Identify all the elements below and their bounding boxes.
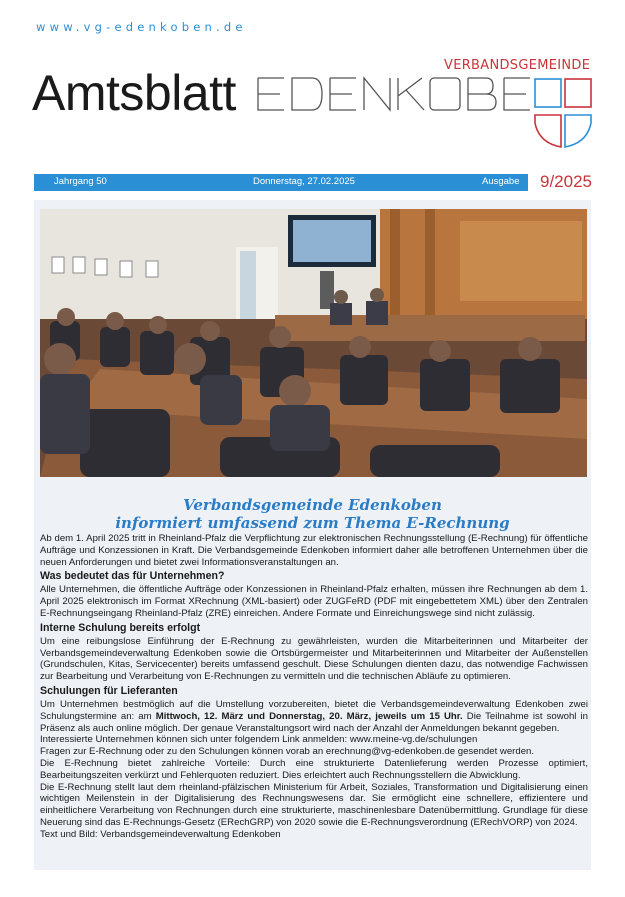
article-body	[40, 533, 588, 841]
section-heading-unternehmen: Was bedeutet das für Unternehmen?	[40, 570, 225, 583]
section-text-interne-schulung: Um eine reibungslose Einführung der E-Rechnung zu gewährleisten, wurden die Mitarbeiterinnen und Mitarbeiter der Verbandsgemeindeverwaltung Edenkoben sowie die Ortsbürgermeister und Mitarbeiterinnen und Mitarbeiter der Außenstellen (Grundschulen, Kitas, Servicecenter) bereits umfassend geschult. Diese Schulungen dienten dazu, das notwendige Fachwissen zur Bearbeitung und Verarbeitung von E-Rechnungen zu vermitteln und die technischen Abläufe zu optimieren.	[40, 635, 588, 683]
edenkoben-wordmark	[256, 74, 536, 114]
schedule-followup-text: Die Teilnahme ist sowohl in Präsenz als auch online möglich. Der genaue Veranstaltungsort wird nach der Anzahl der Anmeldungen bekannt gegeben.	[40, 710, 589, 734]
schedule-intro-text: Um Unternehmen bestmöglich auf die Umstellung vorzubereiten, bietet die Verbandsgemeindeverwaltung Edenkoben zwei Schulungstermine an: am	[40, 698, 588, 722]
masthead-title: Amtsblatt	[32, 65, 236, 121]
training-session-photo	[40, 209, 587, 477]
section-text-lieferanten	[40, 699, 588, 734]
authority-label: VERBANDSGEMEINDE	[444, 58, 591, 73]
article-headline	[40, 496, 585, 532]
issue-number: 9/2025	[540, 172, 592, 191]
article-intro: Ab dem 1. April 2025 tritt in Rheinland-Pfalz die Verpflichtung zur elektronischen Rechnungsstellung (E-Rechnung) für öffentliche Aufträge und Konzessionen in Kraft. Die Verbandsgemeinde Edenkoben informiert daher alle betroffenen Unternehmen über die neuen Anforderungen und bietet zwei Informationsveranstaltungen an.	[40, 533, 588, 568]
section-heading-interne-schulung: Interne Schulung bereits erfolgt	[40, 621, 201, 634]
issue-info-bar	[34, 174, 528, 191]
photo-credit: Text und Bild: Verbandsgemeindeverwaltung Edenkoben	[40, 828, 281, 840]
headline-line-2: informiert umfassend zum Thema E-Rechnung	[115, 514, 510, 532]
crest-icon	[533, 77, 593, 149]
benefits-text: Die E-Rechnung bietet zahlreiche Vorteile: Durch eine strukturierte Datenlieferung werden Prozesse optimiert, Bearbeitungszeiten verkürzt und Fehlerquoten reduziert. Dies erleichtert auch Rechnungsstellern die Abwicklung.	[40, 757, 588, 781]
website-url[interactable]: www.vg-edenkoben.de	[36, 20, 247, 34]
questions-text: Fragen zur E-Rechnung oder zu den Schulungen können vorab an erechnung@vg-edenkoben.de gesendet werden.	[40, 746, 535, 758]
volume-label: Jahrgang 50	[54, 176, 107, 187]
milestone-text: Die E-Rechnung stellt laut dem rheinland-pfälzischen Ministerium für Arbeit, Soziales, Transformation und Digitalisierung einen wichtigen Meilenstein in der Digitalisierung des Rechnungswesens dar. Sie ermöglicht eine schnellere, effizientere und einheitlichere Verarbeitung von Rechnungen durch eine strukturierte, maschinenlesbare Datenübermittlung. Grundlage für diese Neuerung sind das E-Rechnungs-Gesetz (ERechGRP) von 2020 sowie die E-Rechnungsverordnung (ERechVORP) von 2024.	[40, 781, 588, 828]
registration-text: Interessierte Unternehmen können sich unter folgendem Link anmelden: www.meine-vg.de/schulungen	[40, 734, 478, 746]
section-text-unternehmen: Alle Unternehmen, die öffentliche Aufträge oder Konzessionen in Rheinland-Pfalz erhalten, müssen ihre Rechnungen ab dem 1. April 2025 elektronisch im Format XRechnung (XML-basiert) oder ZUGFeRD (PDF mit eingebettetem XML) über den Zentralen E-Rechnungseingang Rheinland-Pfalz (ZRE) einreichen. Andere Formate und Einreichungswege sind nicht zulässig.	[40, 584, 588, 619]
headline-line-1: Verbandsgemeinde Edenkoben	[183, 496, 442, 514]
section-heading-lieferanten: Schulungen für Lieferanten	[40, 684, 178, 697]
training-dates: Mittwoch, 12. März und Donnerstag, 20. März, jeweils um 15 Uhr.	[155, 710, 463, 722]
edition-label: Ausgabe	[482, 176, 520, 187]
issue-date: Donnerstag, 27.02.2025	[253, 176, 355, 187]
